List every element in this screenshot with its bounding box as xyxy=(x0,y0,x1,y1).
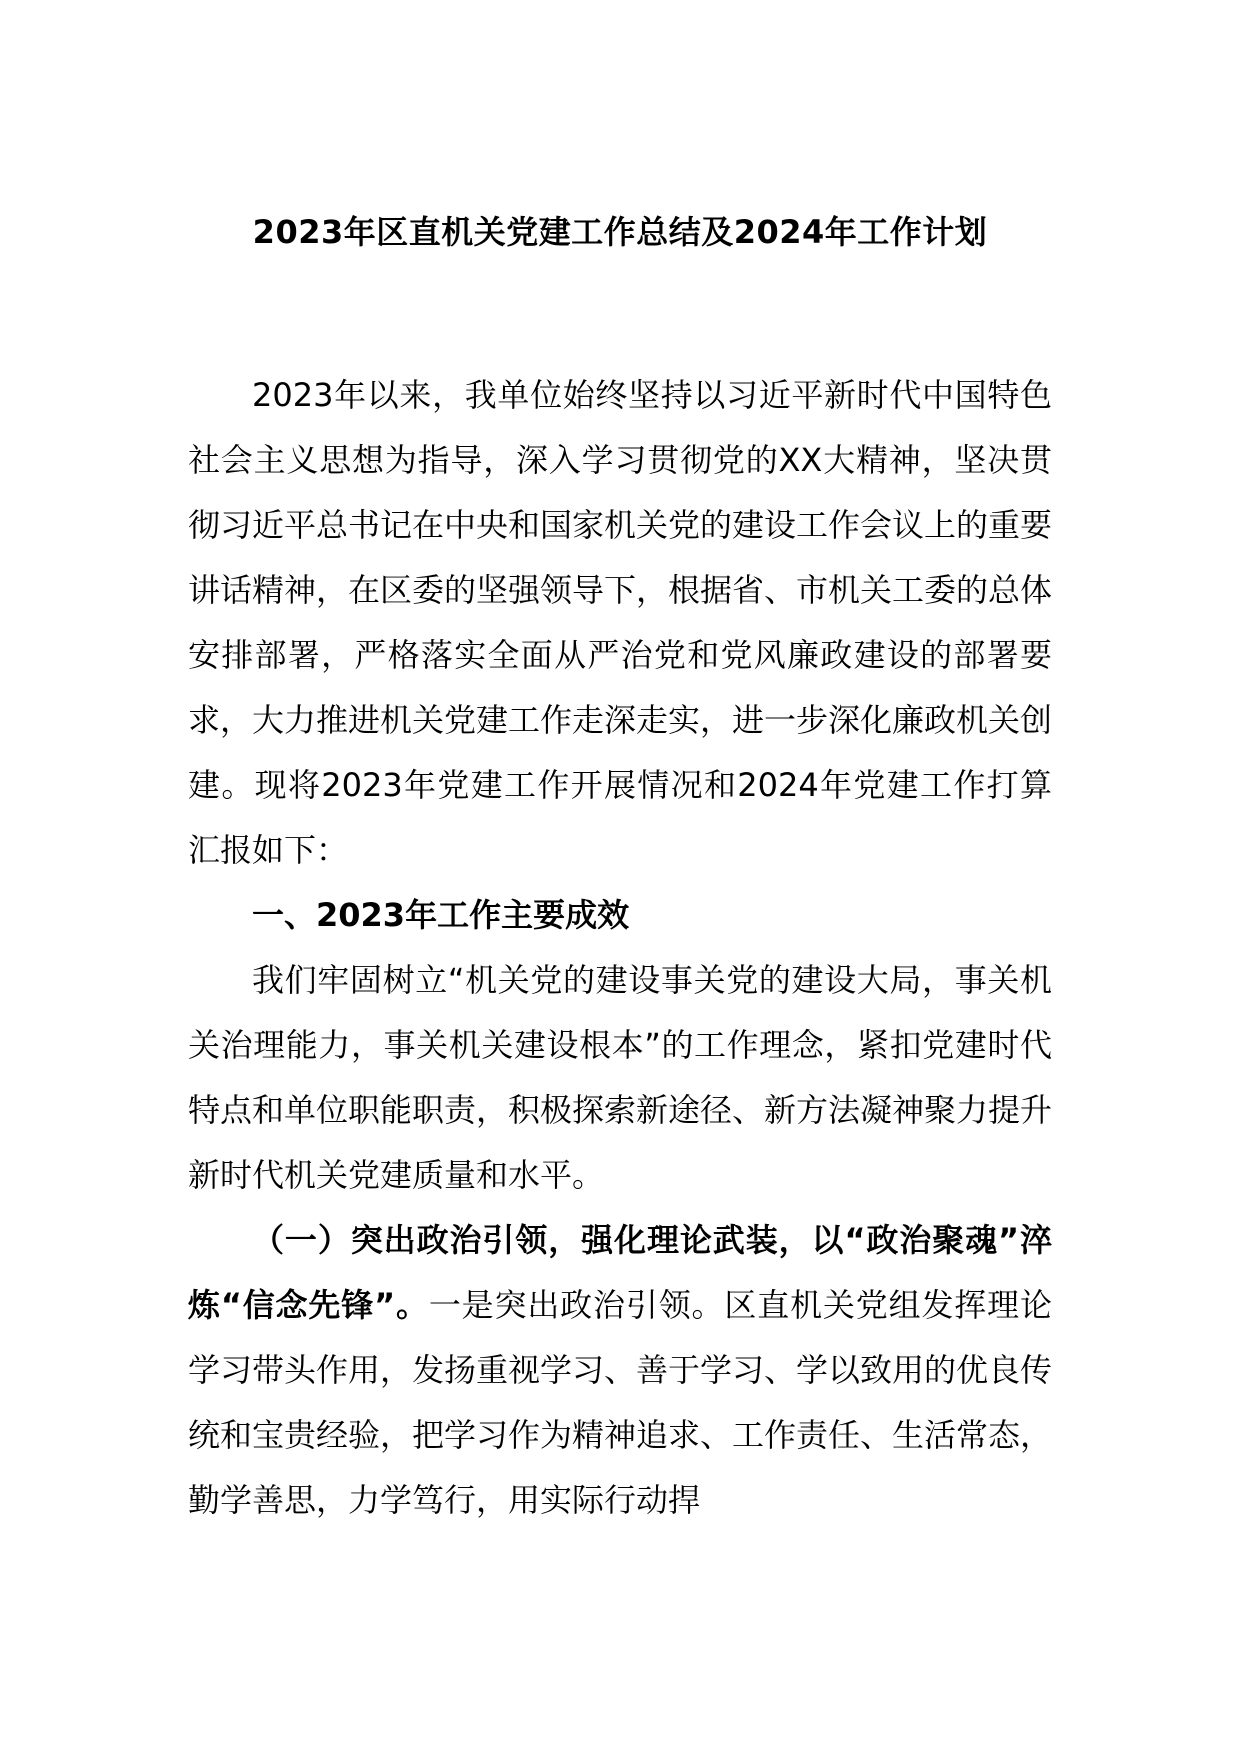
document-body xyxy=(188,363,1052,1533)
section-heading: 一、2023年工作主要成效 xyxy=(252,896,630,934)
subsection-text: 一是突出政治引领。区直机关党组发挥理论学习带头作用，发扬重视学习、善于学习、学以致用的优良传统和宝贵经验，把学习作为精神追求、工作责任、生活常态，勤学善思，力学笃行，用实际行动捍 xyxy=(188,1286,1053,1519)
subsection-paragraph xyxy=(188,1208,1052,1533)
intro-paragraph: 2023年以来，我单位始终坚持以习近平新时代中国特色社会主义思想为指导，深入学习贯彻党的XX大精神，坚决贯彻习近平总书记在中央和国家机关党的建设工作会议上的重要讲话精神，在区委的坚强领导下，根据省、市机关工委的总体安排部署，严格落实全面从严治党和党风廉政建设的部署要求，大力推进机关党建工作走深走实，进一步深化廉政机关创建。现将2023年党建工作开展情况和2024年党建工作打算汇报如下： xyxy=(188,376,1053,869)
subsection-heading: （一）突出政治引领，强化理论武装，以“政治聚魂”淬炼“信念先锋”。 xyxy=(188,1221,1052,1324)
section-paragraph: 我们牢固树立“机关党的建设事关党的建设大局，事关机关治理能力，事关机关建设根本”的工作理念，紧扣党建时代特点和单位职能职责，积极探索新途径、新方法凝神聚力提升新时代机关党建质量和水平。 xyxy=(188,961,1053,1194)
document-title: 2023年区直机关党建工作总结及2024年工作计划 xyxy=(252,213,988,251)
